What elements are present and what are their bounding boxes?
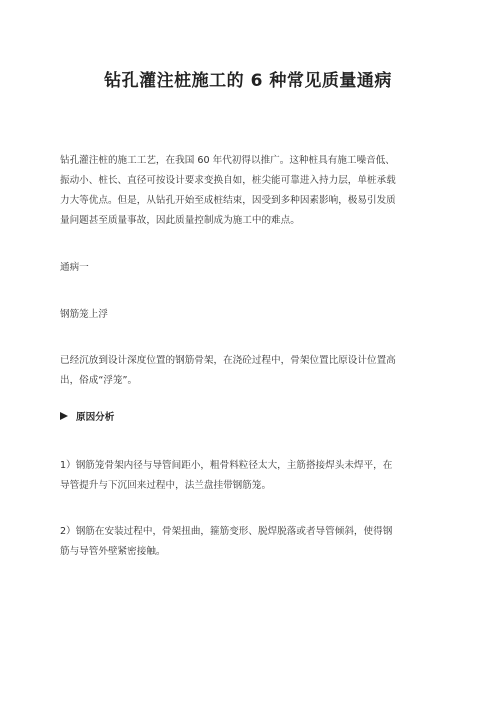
- intro-line: 量问题甚至质量事故，因此质量控制成为施工中的难点。: [60, 215, 300, 226]
- cause-line: 导管提升与下沉回来过程中，法兰盘挂带钢筋笼。: [60, 480, 272, 491]
- arrow-bullet-icon: [60, 412, 68, 420]
- cause-heading-label: 原因分析: [76, 412, 115, 423]
- cause-paragraph-2: [60, 522, 438, 562]
- cause-heading: [60, 408, 114, 428]
- cause-paragraph-1: [60, 456, 438, 496]
- cause-line: 筋与导管外壁紧密接触。: [60, 546, 166, 557]
- cause-line: 1）钢筋笼骨架内径与导管间距小，粗骨料粒径太大，主筋搭接焊头未焊平，在: [60, 460, 393, 471]
- cause-line: 2）钢筋在安装过程中，骨架扭曲，箍筋变形、脱焊脱落或者导管倾斜，使得钢: [60, 526, 393, 537]
- document-title: 钻孔灌注桩施工的 6 种常见质量通病: [104, 71, 392, 91]
- intro-line: 力大等优点。但是，从钻孔开始至成桩结束，因受到多种因素影响，极易引发质: [60, 195, 396, 206]
- intro-paragraph: [60, 151, 438, 231]
- section-title: 钢筋笼上浮: [60, 309, 108, 320]
- description-paragraph: [60, 351, 438, 391]
- intro-line: 钻孔灌注桩的施工工艺，在我国 60 年代初得以推广。这种桩具有施工噪音低、: [60, 155, 395, 166]
- section-label: 通病一: [60, 262, 89, 273]
- intro-line: 振动小、桩长、直径可按设计要求变换自如，桩尖能可靠进入持力层，单桩承载: [60, 175, 396, 186]
- description-line: 已经沉放到设计深度位置的钢筋骨架，在浇砼过程中，骨架位置比原设计位置高: [60, 355, 396, 366]
- description-line: 出，俗成“浮笼”。: [60, 375, 138, 386]
